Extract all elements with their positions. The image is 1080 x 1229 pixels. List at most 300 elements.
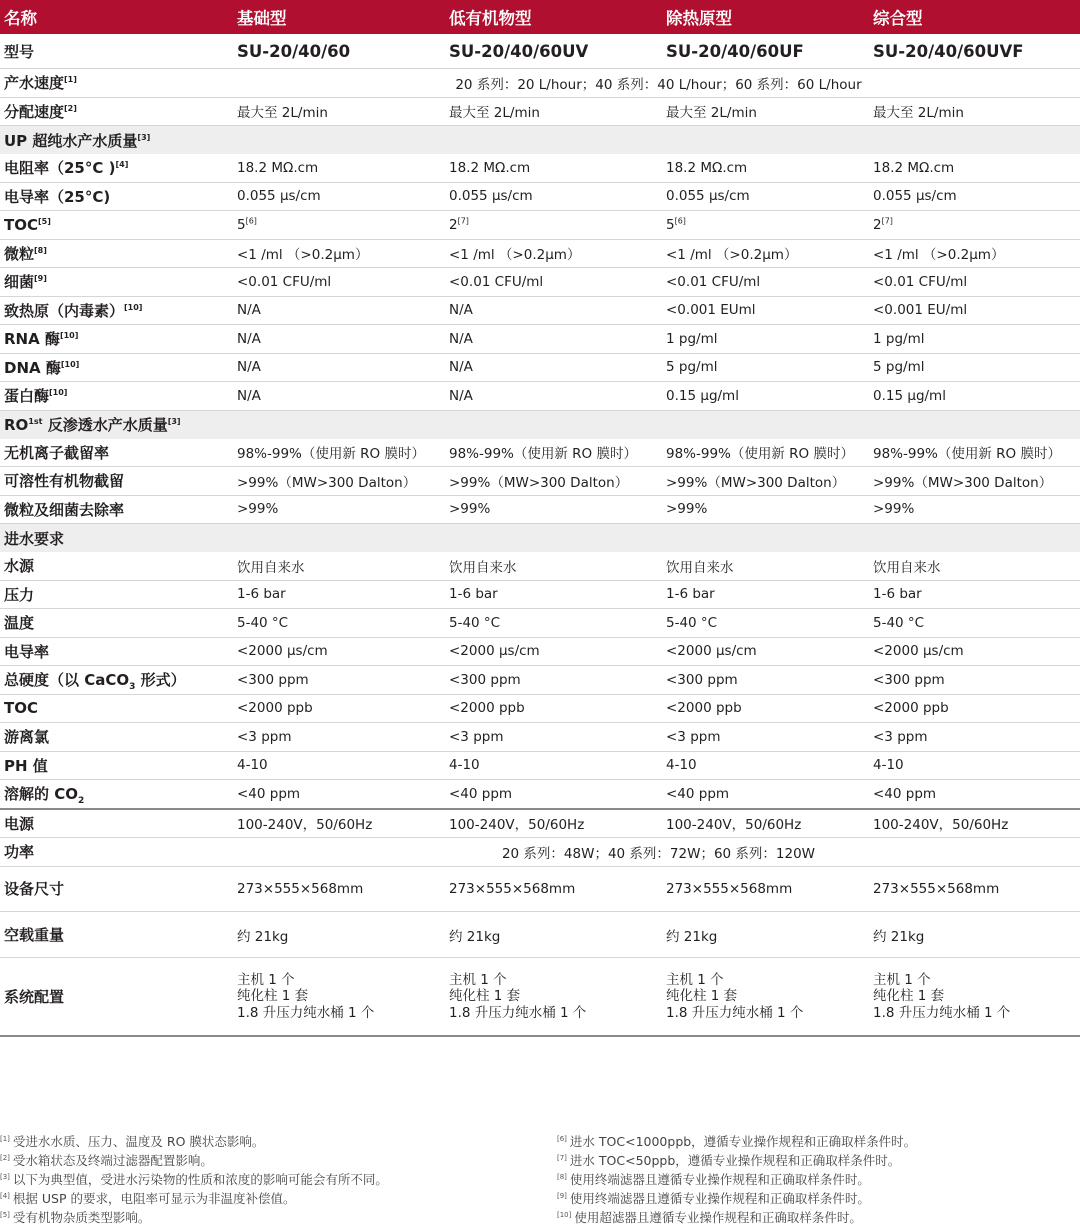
table-cell — [233, 211, 445, 240]
footnote-mark: [2] — [0, 1153, 10, 1162]
cell-value: <1 /ml （>0.2µm） — [237, 247, 369, 264]
cell-value: 1-6 bar — [666, 586, 715, 603]
table-cell — [869, 912, 1080, 958]
table-cell — [869, 637, 1080, 666]
table-cell — [869, 154, 1080, 182]
cell-value: 5-40 °C — [237, 614, 289, 631]
table-cell — [233, 34, 445, 69]
ro-row — [0, 467, 1080, 496]
table-cell — [869, 325, 1080, 354]
row-label — [0, 866, 233, 912]
row-label-text: PH 值 — [4, 756, 48, 775]
cell-value: 100-240V，50/60Hz — [873, 817, 1009, 834]
section-title: UP 超纯水产水质量 — [4, 131, 138, 150]
footnote-mark: [4] — [0, 1191, 10, 1200]
cell-value: <0.01 CFU/ml — [873, 273, 968, 290]
footnote-ref: [2] — [64, 103, 77, 113]
section-header-row — [0, 126, 1080, 155]
table-cell — [662, 154, 869, 182]
cell-value: SU-20/40/60UF — [666, 41, 804, 61]
footnote-text: 进水 TOC<1000ppb，遵循专业操作规程和正确取样条件时。 — [569, 1134, 917, 1149]
cell-value: 5-40 °C — [873, 614, 925, 631]
table-cell — [445, 268, 662, 297]
footnote-ref: [1] — [64, 75, 77, 85]
cell-value: <2000 µs/cm — [666, 643, 757, 660]
cell-value: <2000 ppb — [873, 700, 949, 717]
table-cell — [662, 495, 869, 524]
table-cell — [869, 467, 1080, 496]
table-cell — [233, 751, 445, 780]
row-label — [0, 182, 233, 211]
footnote — [557, 1170, 916, 1189]
cell-value: <2000 µs/cm — [449, 643, 540, 660]
header-cell — [233, 0, 445, 34]
superscript: 1st — [28, 417, 43, 426]
row-label — [0, 296, 233, 325]
table-cell — [445, 97, 662, 126]
row-label-text: 溶解的 CO — [4, 785, 78, 804]
table-cell — [233, 809, 445, 838]
cell-value: <0.001 EUml — [666, 302, 756, 319]
cell-value: <40 ppm — [873, 785, 937, 802]
flow-row — [0, 69, 1080, 98]
footnote-mark: [1] — [0, 1134, 10, 1143]
footnote-text: 根据 USP 的要求，电阻率可显示为非温度补偿值。 — [12, 1191, 296, 1206]
footnote — [0, 1132, 388, 1151]
cell-value: 98%-99%（使用新 RO 膜时） — [449, 446, 637, 463]
table-cell — [662, 666, 869, 695]
row-label — [0, 637, 233, 666]
cell-value: 100-240V，50/60Hz — [237, 817, 373, 834]
table-cell — [662, 723, 869, 752]
table-cell — [445, 154, 662, 182]
table-cell — [445, 211, 662, 240]
section-header-row — [0, 524, 1080, 553]
cell-value: 1 pg/ml — [666, 330, 718, 347]
footnote-mark: [9] — [557, 1191, 567, 1200]
cell-value: 约 21kg — [449, 928, 501, 945]
footnote-ref: [8] — [34, 245, 47, 255]
subscript: 2 — [77, 796, 85, 807]
cell-value: <0.001 EU/ml — [873, 302, 968, 319]
table-cell — [233, 239, 445, 268]
row-label — [0, 325, 233, 354]
footnote — [557, 1208, 916, 1227]
cell-value: 饮用自来水 — [666, 559, 734, 576]
table-cell — [445, 723, 662, 752]
table-cell — [445, 609, 662, 638]
table-cell — [445, 637, 662, 666]
footnote-ref: [5] — [38, 216, 51, 226]
subscript: 3 — [129, 682, 136, 693]
table-cell — [662, 552, 869, 580]
row-label-text: 总硬度（以 CaCO — [4, 671, 130, 690]
row-label-text: 微粒及细菌去除率 — [4, 500, 125, 519]
table-cell — [445, 353, 662, 382]
cell-value: <40 ppm — [449, 785, 513, 802]
table-cell — [662, 866, 869, 912]
table-cell — [445, 809, 662, 838]
table-cell — [233, 609, 445, 638]
section-header-row — [0, 410, 1080, 439]
footnote-ref: [3] — [137, 132, 151, 142]
footnote-text: 以下为典型值，受进水污染物的性质和浓度的影响可能会有所不同。 — [12, 1172, 388, 1187]
cell-value: <1 /ml （>0.2µm） — [873, 247, 1005, 264]
table-cell — [233, 382, 445, 411]
table-cell — [233, 958, 445, 1037]
table-cell — [869, 495, 1080, 524]
row-label-text: 功率 — [4, 843, 35, 862]
up-row — [0, 325, 1080, 354]
cell-value: 饮用自来水 — [873, 559, 941, 576]
cell-value: <300 ppm — [666, 671, 738, 688]
table-cell — [233, 866, 445, 912]
footnote-text: 进水 TOC<50ppb，遵循专业操作规程和正确取样条件时。 — [569, 1153, 901, 1168]
footnote — [0, 1170, 388, 1189]
row-label — [0, 780, 233, 809]
table-cell — [869, 182, 1080, 211]
co2-row — [0, 780, 1080, 809]
table-cell — [445, 912, 662, 958]
cell-value: 5 pg/ml — [873, 359, 925, 376]
row-label — [0, 154, 233, 182]
cell-value: >99%（MW>300 Dalton） — [237, 474, 417, 491]
table-cell — [445, 439, 662, 467]
header-cell-name — [0, 0, 233, 34]
row-label — [0, 34, 233, 69]
cell-value: 主机 1 个 纯化柱 1 套 1.8 升压力纯水桶 1 个 — [666, 971, 804, 1021]
cell-value: <3 ppm — [449, 728, 504, 745]
footnote-text: 受水箱状态及终端过滤器配置影响。 — [12, 1153, 213, 1168]
table-cell — [233, 694, 445, 723]
cell-value: 0.055 µs/cm — [237, 188, 321, 205]
table-cell — [869, 666, 1080, 695]
row-label — [0, 439, 233, 467]
cell-value: <3 ppm — [666, 728, 721, 745]
row-label-text: 可溶性有机物截留 — [4, 472, 125, 491]
cell-value: 最大至 2L/min — [237, 105, 328, 122]
table-cell — [233, 296, 445, 325]
footnotes-left — [0, 1132, 388, 1227]
ro-row — [0, 495, 1080, 524]
cell-value: 98%-99%（使用新 RO 膜时） — [873, 446, 1061, 463]
header-cell — [662, 0, 869, 34]
row-label — [0, 268, 233, 297]
header-text: 名称 — [4, 9, 37, 28]
table-cell — [233, 666, 445, 695]
cell-value: N/A — [449, 387, 473, 404]
cell-value: 最大至 2L/min — [449, 105, 540, 122]
section-header — [0, 410, 1080, 439]
cell-value: 18.2 MΩ.cm — [237, 159, 319, 176]
table-cell — [445, 751, 662, 780]
feed-row — [0, 637, 1080, 666]
row-label — [0, 609, 233, 638]
row-label-text: DNA 酶 — [4, 358, 61, 377]
table-cell — [445, 694, 662, 723]
table-cell — [662, 809, 869, 838]
table-cell — [445, 552, 662, 580]
cell-value: 273×555×568mm — [449, 880, 576, 897]
table-cell — [445, 780, 662, 809]
footnote-mark: [7] — [557, 1153, 567, 1162]
table-cell — [869, 580, 1080, 609]
table-cell — [445, 580, 662, 609]
cell-value: <1 /ml （>0.2µm） — [449, 247, 581, 264]
cell-value: <3 ppm — [873, 728, 928, 745]
cell-value: 18.2 MΩ.cm — [449, 159, 531, 176]
table-cell — [869, 239, 1080, 268]
cell-value: <0.01 CFU/ml — [237, 273, 332, 290]
footnote-mark: [10] — [557, 1210, 572, 1219]
row-label-text: 电导率 — [4, 642, 50, 661]
table-cell — [869, 723, 1080, 752]
size-row — [0, 866, 1080, 912]
footnote-mark: [8] — [557, 1172, 567, 1181]
cell-value: 4-10 — [449, 757, 480, 774]
footnote-ref: [4] — [115, 160, 129, 170]
table-cell — [869, 296, 1080, 325]
section-header — [0, 524, 1080, 553]
table-cell — [662, 268, 869, 297]
table-cell — [662, 439, 869, 467]
row-label-text: 微粒 — [4, 244, 35, 263]
table-cell — [233, 552, 445, 580]
table-cell — [662, 239, 869, 268]
table-cell — [869, 866, 1080, 912]
cell-value: N/A — [449, 330, 473, 347]
cell-value: 4-10 — [237, 757, 268, 774]
footnote-ref: [10] — [124, 302, 143, 312]
cell-value: 273×555×568mm — [873, 880, 1000, 897]
table-cell — [445, 34, 662, 69]
header-text: 除热原型 — [666, 9, 732, 28]
row-label-text: 游离氯 — [4, 728, 50, 747]
table-cell — [662, 580, 869, 609]
table-cell — [662, 325, 869, 354]
row-label — [0, 97, 233, 126]
feed-row — [0, 609, 1080, 638]
cell-value: <40 ppm — [666, 785, 730, 802]
row-label — [0, 809, 233, 838]
cell-value: 1 pg/ml — [873, 330, 925, 347]
table-cell — [662, 751, 869, 780]
up-row — [0, 211, 1080, 240]
cell-value: 1-6 bar — [873, 586, 922, 603]
hardness-row — [0, 666, 1080, 695]
table-cell — [662, 382, 869, 411]
table-cell — [869, 609, 1080, 638]
row-label-text: 产水速度 — [4, 74, 65, 93]
row-label-text: 水源 — [4, 557, 35, 576]
table-cell — [662, 182, 869, 211]
cell-value: <2000 µs/cm — [237, 643, 328, 660]
cell-value: >99% — [237, 501, 279, 518]
row-label — [0, 69, 233, 98]
row-label-text: RNA 酶 — [4, 330, 60, 349]
cell-value: N/A — [237, 302, 261, 319]
cell-value: >99% — [666, 501, 708, 518]
row-label — [0, 580, 233, 609]
row-label — [0, 666, 233, 695]
cell-value: >99%（MW>300 Dalton） — [873, 474, 1053, 491]
cell-value: 最大至 2L/min — [873, 105, 964, 122]
cell-value: 4-10 — [873, 757, 904, 774]
table-cell — [445, 866, 662, 912]
row-label — [0, 353, 233, 382]
row-label-text: 致热原（内毒素） — [4, 301, 125, 320]
row-label — [0, 723, 233, 752]
row-label — [0, 467, 233, 496]
footnote-text: 受有机物杂质类型影响。 — [12, 1210, 151, 1225]
cell-value: 18.2 MΩ.cm — [873, 159, 955, 176]
table-cell — [869, 353, 1080, 382]
cell-value: 0.15 µg/ml — [666, 387, 739, 404]
cell-value: 2 — [449, 216, 458, 233]
row-label-text: TOC — [4, 699, 38, 718]
row-label-text: 系统配置 — [4, 988, 65, 1007]
row-label-text: 分配速度 — [4, 102, 65, 121]
row-label-text: 蛋白酶 — [4, 387, 50, 406]
cell-value: 主机 1 个 纯化柱 1 套 1.8 升压力纯水桶 1 个 — [449, 971, 587, 1021]
table-cell — [233, 353, 445, 382]
cell-value: >99% — [873, 501, 915, 518]
header-text: 综合型 — [873, 9, 923, 28]
spanning-cell — [233, 69, 1080, 98]
cell-value: 约 21kg — [873, 928, 925, 945]
cell-value: 5 — [666, 216, 675, 233]
table-cell — [233, 580, 445, 609]
row-label-text: 设备尺寸 — [4, 880, 65, 899]
cell-value: <300 ppm — [449, 671, 521, 688]
cell-value: >99% — [449, 501, 491, 518]
table-cell — [662, 912, 869, 958]
table-cell — [662, 467, 869, 496]
footnote — [0, 1151, 388, 1170]
cell-value: <2000 ppb — [449, 700, 525, 717]
footnote-mark: [6] — [557, 1134, 567, 1143]
row-label — [0, 239, 233, 268]
cell-value: <1 /ml （>0.2µm） — [666, 247, 798, 264]
table-cell — [869, 751, 1080, 780]
table-cell — [445, 495, 662, 524]
table-cell — [233, 495, 445, 524]
table-cell — [445, 958, 662, 1037]
footnote — [0, 1208, 388, 1227]
feed-row — [0, 580, 1080, 609]
header-row — [0, 0, 1080, 34]
power-row — [0, 809, 1080, 838]
up-row — [0, 182, 1080, 211]
up-row — [0, 268, 1080, 297]
wattage-row — [0, 838, 1080, 867]
cell-value: 20 系列：48W；40 系列：72W；60 系列：120W — [501, 845, 816, 862]
config-row — [0, 958, 1080, 1037]
cell-value: 2 — [873, 216, 882, 233]
cell-value: 饮用自来水 — [449, 559, 517, 576]
row-label — [0, 382, 233, 411]
cell-value: <2000 ppb — [666, 700, 742, 717]
feed-row — [0, 751, 1080, 780]
cell-value: 0.055 µs/cm — [449, 188, 533, 205]
footnote-text: 使用超滤器且遵循专业操作规程和正确取样条件时。 — [574, 1210, 862, 1225]
table-cell — [662, 296, 869, 325]
table-cell — [233, 154, 445, 182]
table-cell — [869, 439, 1080, 467]
table-cell — [869, 694, 1080, 723]
section-title: 进水要求 — [4, 529, 65, 548]
cell-value: 98%-99%（使用新 RO 膜时） — [237, 446, 425, 463]
up-row — [0, 296, 1080, 325]
table-cell — [662, 211, 869, 240]
table-cell — [445, 182, 662, 211]
cell-value: 最大至 2L/min — [666, 105, 757, 122]
row-label-text: 形式） — [135, 671, 186, 690]
row-label-text: TOC — [4, 215, 38, 234]
row-label — [0, 912, 233, 958]
footnote — [557, 1132, 916, 1151]
cell-value: 0.055 µs/cm — [873, 188, 957, 205]
cell-value: <40 ppm — [237, 785, 301, 802]
table-cell — [662, 694, 869, 723]
footnote-text: 受进水水质、压力、温度及 RO 膜状态影响。 — [12, 1134, 265, 1149]
table-cell — [233, 723, 445, 752]
table-cell — [445, 239, 662, 268]
cell-value: 1-6 bar — [237, 586, 286, 603]
row-label — [0, 552, 233, 580]
header-cell — [445, 0, 662, 34]
table-cell — [662, 609, 869, 638]
row-label-text: 压力 — [4, 585, 35, 604]
cell-value: 4-10 — [666, 757, 697, 774]
cell-value: 18.2 MΩ.cm — [666, 159, 748, 176]
table-cell — [869, 268, 1080, 297]
up-row — [0, 353, 1080, 382]
cell-value: N/A — [237, 359, 261, 376]
footnote — [557, 1189, 916, 1208]
table-cell — [233, 467, 445, 496]
cell-value: 273×555×568mm — [666, 880, 793, 897]
footnote-mark: [3] — [0, 1172, 10, 1181]
footnote-ref: [10] — [59, 331, 79, 341]
cell-value: 98%-99%（使用新 RO 膜时） — [666, 446, 854, 463]
cell-value: 主机 1 个 纯化柱 1 套 1.8 升压力纯水桶 1 个 — [237, 971, 375, 1021]
footnotes-right — [557, 1132, 916, 1227]
cell-value: 5 — [237, 216, 246, 233]
cell-value: 饮用自来水 — [237, 559, 305, 576]
feed-row — [0, 694, 1080, 723]
cell-value: 0.055 µs/cm — [666, 188, 750, 205]
cell-value: N/A — [237, 387, 261, 404]
table-cell — [233, 439, 445, 467]
table-cell — [869, 958, 1080, 1037]
header-cell — [869, 0, 1080, 34]
table-cell — [869, 34, 1080, 69]
cell-value: 5-40 °C — [449, 614, 501, 631]
cell-value: 约 21kg — [666, 928, 718, 945]
up-row — [0, 382, 1080, 411]
cell-value: SU-20/40/60UVF — [873, 41, 1024, 61]
section-header — [0, 126, 1080, 155]
row-label — [0, 694, 233, 723]
cell-value: <3 ppm — [237, 728, 292, 745]
footnote-ref: [7] — [881, 216, 893, 226]
table-cell — [869, 552, 1080, 580]
table-cell — [445, 325, 662, 354]
section-title: 反渗透水产水质量 — [42, 416, 168, 434]
up-row — [0, 239, 1080, 268]
row-label-text: 无机离子截留率 — [4, 443, 110, 462]
